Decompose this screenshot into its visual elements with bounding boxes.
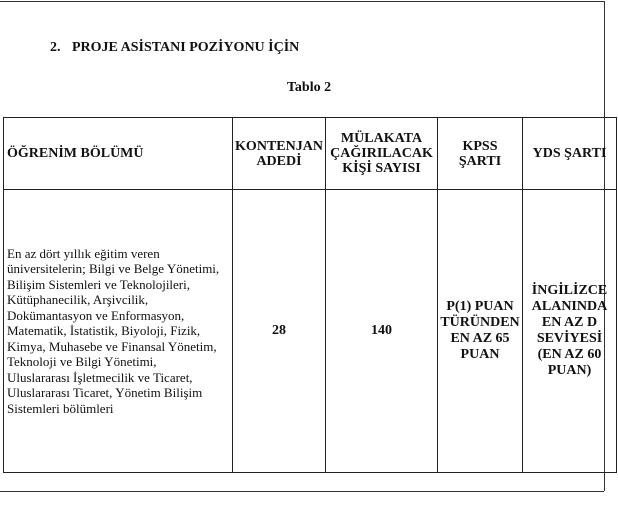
- cell-yds: İNGİLİZCE ALANINDA EN AZ D SEVİYESİ (EN AZ 60 PUAN): [523, 190, 617, 473]
- header-ogrenim-bolumu: ÖĞRENİM BÖLÜMÜ: [4, 118, 233, 190]
- header-kontenjan-adedi: KONTENJAN ADEDİ: [233, 118, 326, 190]
- frame-bottom-line: [0, 491, 604, 492]
- table-row: [4, 190, 617, 473]
- header-kpss-sarti: KPSS ŞARTI: [438, 118, 523, 190]
- header-yds-sarti: YDS ŞARTI: [523, 118, 617, 190]
- frame-top-line: [0, 1, 604, 2]
- cell-mulakat: 140: [326, 190, 438, 473]
- table-header-row: [4, 118, 617, 190]
- header-mulakat-kisi-sayisi: MÜLAKATA ÇAĞIRILACAK KİŞİ SAYISI: [326, 118, 438, 190]
- section-title: PROJE ASİSTANI POZİYONU İÇİN: [72, 40, 300, 55]
- positions-table: [3, 117, 617, 473]
- cell-kpss: P(1) PUAN TÜRÜNDEN EN AZ 65 PUAN: [438, 190, 523, 473]
- section-heading: [50, 40, 299, 56]
- cell-kontenjan: 28: [233, 190, 326, 473]
- cell-ogrenim-bolumu: En az dört yıllık eğitim veren üniversitelerin; Bilgi ve Belge Yönetimi, Bilişim Sistemleri ve Teknolojileri, Kütüphanecilik, Arşivcilik, Dokümantasyon ve Enformasyon, Matematik, İstatistik, Biyoloji, Fizik, Kimya, Muhasebe ve Finansal Yönetim, Teknoloji ve Bilgi Yönetimi, Uluslararası İşletmecilik ve Ticaret, Uluslararası Ticaret, Yönetim Bilişim Sistemleri bölümleri: [4, 190, 233, 473]
- table-caption: Tablo 2: [286, 80, 332, 95]
- section-number: 2.: [50, 40, 61, 55]
